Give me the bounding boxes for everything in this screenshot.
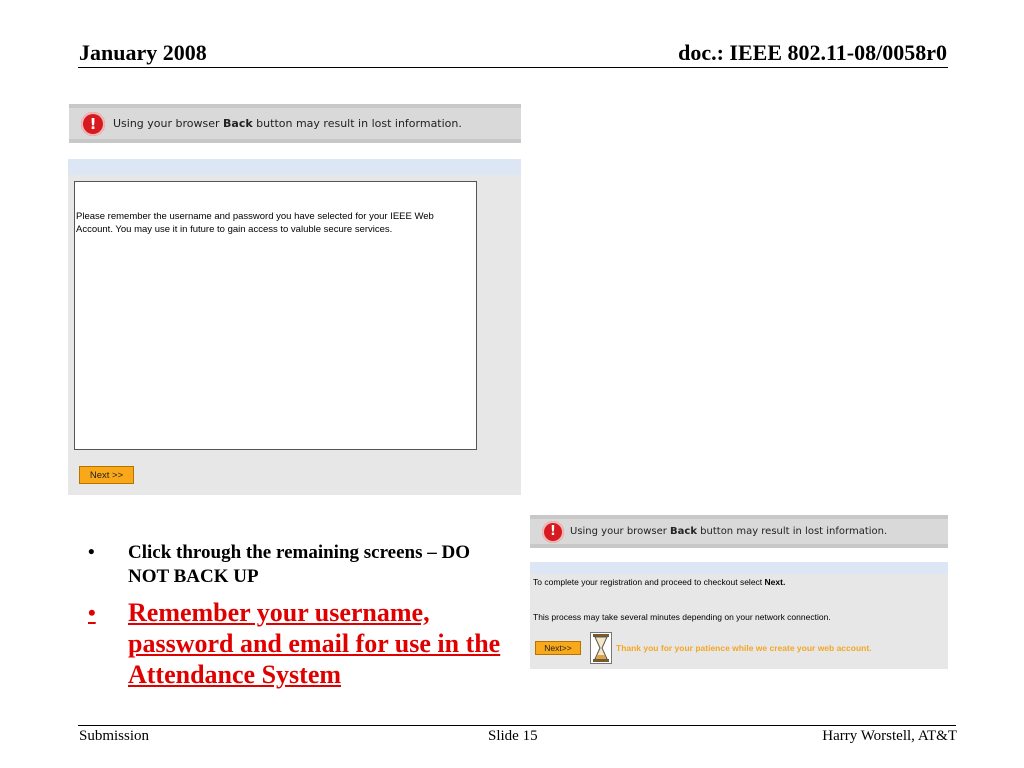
checkout-instruction: [533, 577, 785, 587]
warning-text-pre: Using your browser: [570, 526, 671, 537]
back-warning-bar: [69, 104, 521, 143]
patience-message: Thank you for your patience while we create your web account.: [616, 643, 872, 653]
bullet-item: [88, 541, 503, 589]
panel-header-strip: [68, 159, 521, 175]
instruction-next-word: Next.: [764, 577, 786, 587]
warning-icon: !: [542, 521, 564, 543]
account-message-box: Please remember the username and password you have selected for your IEEE Web Account. You may use it in future to gain access to valuble secure services.: [74, 181, 477, 450]
bullet-item-highlight: [88, 597, 503, 690]
warning-text-post: button may result in lost information.: [696, 526, 888, 537]
bullet-marker: •: [88, 600, 96, 625]
header-doc-id: doc.: IEEE 802.11-08/0058r0: [678, 40, 947, 65]
footer-author: Harry Worstell, AT&T: [822, 728, 957, 744]
footer-divider: [78, 725, 956, 726]
header-date: January 2008: [79, 40, 207, 65]
back-warning-text: [113, 117, 462, 130]
warning-text-bold: Back: [223, 117, 253, 130]
warning-text-pre: Using your browser: [113, 117, 224, 130]
next-button[interactable]: Next >>: [79, 466, 134, 484]
warning-text-bold: Back: [670, 526, 697, 537]
next-button-2[interactable]: Next>>: [535, 641, 581, 655]
instruction-text: To complete your registration and proceed to checkout select: [533, 577, 765, 587]
back-warning-bar-2: [530, 515, 948, 548]
bullet-text: Click through the remaining screens – DO NOT BACK UP: [128, 542, 471, 587]
network-notice: This process may take several minutes depending on your network connection.: [533, 612, 831, 622]
back-warning-text-2: [570, 526, 887, 537]
warning-text-post: button may result in lost information.: [252, 117, 462, 130]
footer-submission: Submission: [79, 728, 150, 744]
footer-slide-number: Slide 15: [488, 728, 538, 744]
warning-icon: !: [81, 112, 105, 136]
hourglass-icon: [590, 632, 612, 664]
panel-header-strip-2: [530, 562, 948, 574]
bullet-text-highlight: Remember your username, password and email for use in the Attendance System: [128, 598, 501, 689]
instruction-bullets: [88, 541, 503, 698]
header-divider: [78, 67, 948, 68]
bullet-marker: •: [88, 542, 95, 563]
